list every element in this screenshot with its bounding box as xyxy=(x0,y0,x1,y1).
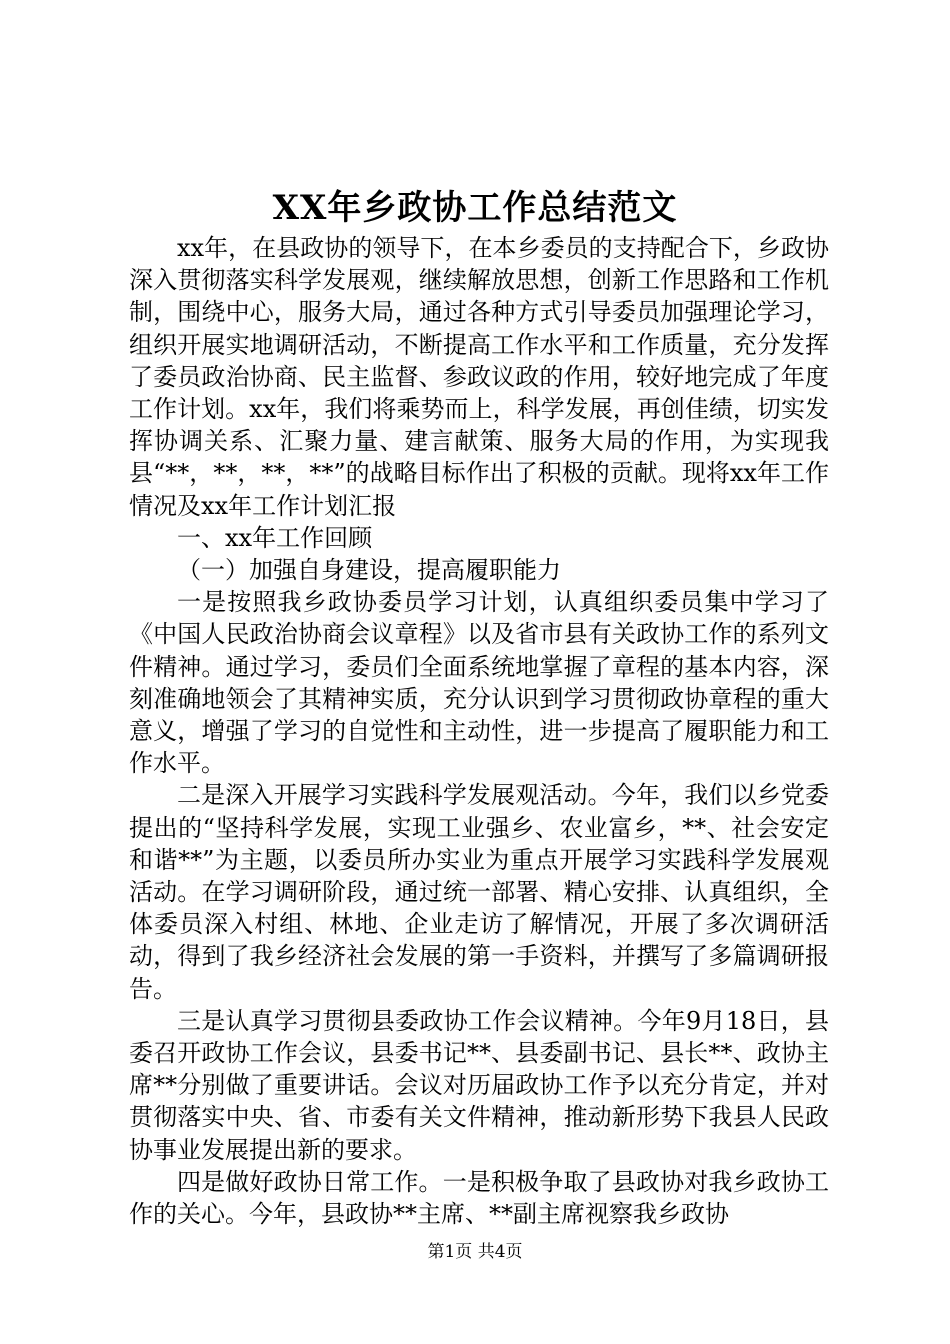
subsection-heading-self-building: （一）加强自身建设，提高履职能力 xyxy=(177,556,561,585)
body-paragraph-intro: xx年，在县政协的领导下，在本乡委员的支持配合下，乡政协深入贯彻落实科学发展观，继续解放思想，创新工作思路和工作机制，围绕中心，服务大局，通过各种方式引导委员加强理论学习，组织开展实地调研活动，不断提高工作水平和工作质量，充分发挥了委员政治协商、民主监督、参政议政的作用，较好地完成了年度工作计划。xx年，我们将乘势而上，科学发展，再创佳绩，切实发挥协调关系、汇聚力量、建言献策、服务大局的作用，为实现我县“**，**，**，**”的战略目标作出了积极的贡献。现将xx年工作情况及xx年工作计划汇报 xyxy=(129,234,829,520)
body-paragraph-item-3: 三是认真学习贯彻县委政协工作会议精神。今年9月18日，县委召开政协工作会议，县委书记**、县委副书记、县长**、政协主席**分别做了重要讲话。会议对历届政协工作予以充分肯定，并对贯彻落实中央、省、市委有关文件精神，推动新形势下我县人民政协事业发展提出新的要求。 xyxy=(129,1006,829,1164)
section-heading-review: 一、xx年工作回顾 xyxy=(177,523,373,552)
document-body xyxy=(129,232,829,1230)
body-paragraph-item-1: 一是按照我乡政协委员学习计划，认真组织委员集中学习了《中国人民政治协商会议章程》以及省市县有关政协工作的系列文件精神。通过学习，委员们全面系统地掌握了章程的基本内容，深刻准确地领会了其精神实质，充分认识到学习贯彻政协章程的重大意义，增强了学习的自觉性和主动性，进一步提高了履职能力和工作水平。 xyxy=(129,588,829,778)
page-footer: 第1页 共4页 xyxy=(427,1242,523,1262)
body-paragraph-item-4: 四是做好政协日常工作。一是积极争取了县政协对我乡政协工作的关心。今年，县政协**主席、**副主席视察我乡政协 xyxy=(129,1167,829,1229)
document-title: XX年乡政协工作总结范文 xyxy=(272,188,678,228)
body-paragraph-item-2: 二是深入开展学习实践科学发展观活动。今年，我们以乡党委提出的“坚持科学发展，实现工业强乡、农业富乡，**、社会安定和谐**”为主题，以委员所办实业为重点开展学习实践科学发展观活动。在学习调研阶段，通过统一部署、精心安排、认真组织，全体委员深入村组、林地、企业走访了解情况，开展了多次调研活动，得到了我乡经济社会发展的第一手资料，并撰写了多篇调研报告。 xyxy=(129,781,829,1003)
